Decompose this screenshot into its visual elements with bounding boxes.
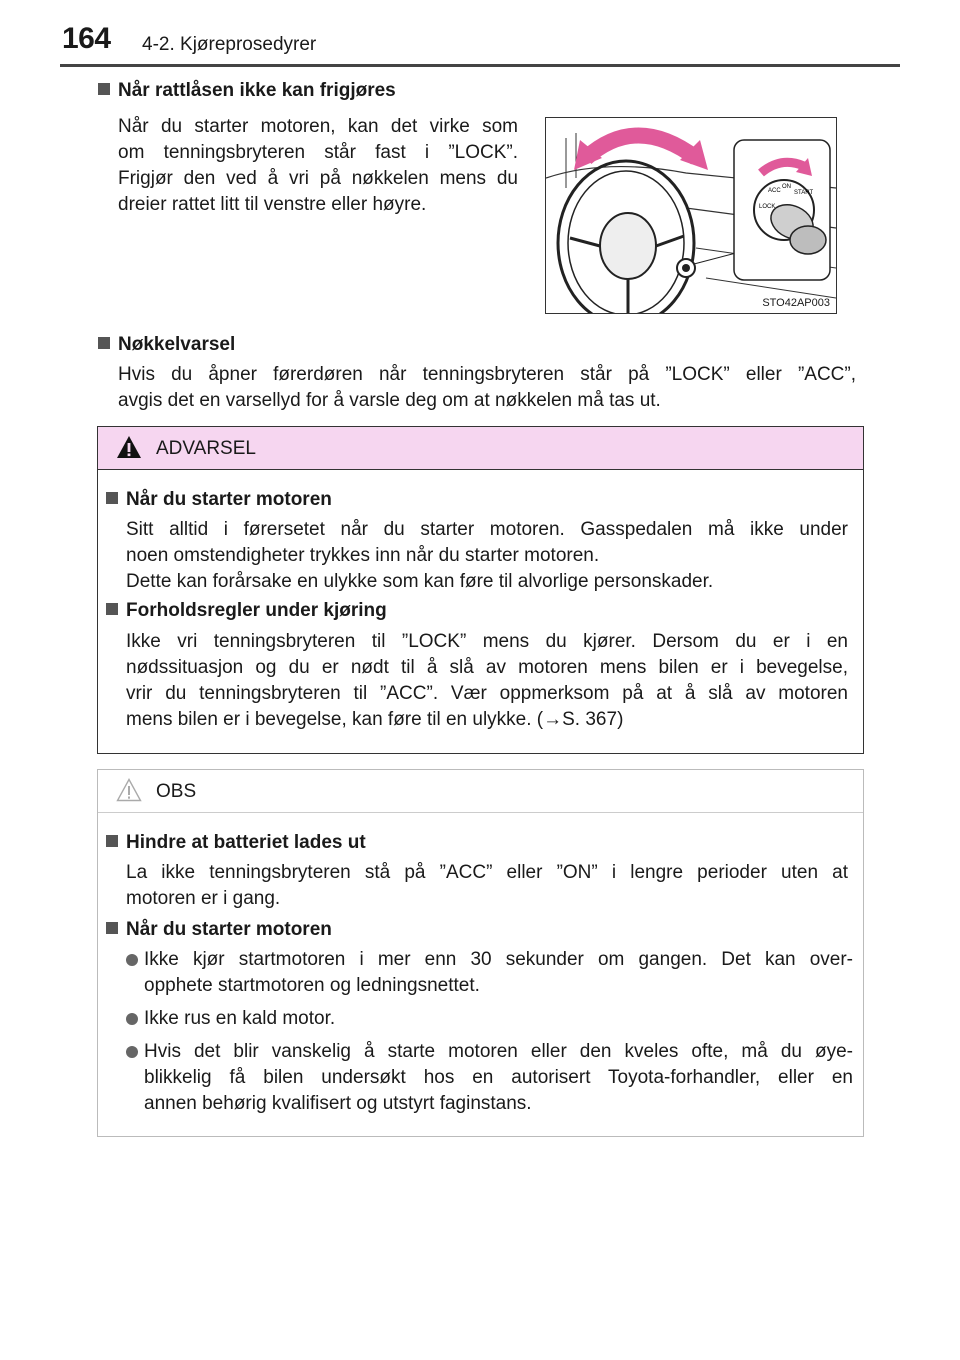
list-item-text	[144, 1039, 853, 1117]
switch-label-start: START	[794, 190, 814, 196]
notice-item-title-text: Hindre at batteriet lades ut	[126, 832, 366, 853]
body-line: blikkelig få bilen undersøkt hos en autorisert Toyota-forhandler, eller en	[144, 1067, 853, 1088]
warning-item-title-text: Forholdsregler under kjøring	[126, 600, 387, 621]
body-line: mens bilen er i bevegelse, kan føre til en ulykke. (→S. 367)	[126, 709, 624, 730]
body-line: Ikke rus en kald motor.	[144, 1008, 336, 1029]
square-bullet-icon	[106, 492, 118, 504]
warning-box	[97, 426, 864, 754]
square-bullet-icon	[106, 603, 118, 615]
header-rule	[60, 64, 900, 67]
body-line: vrir du tenningsbryteren til ”ACC”. Vær oppmerksom på at å slå av motoren	[126, 683, 848, 704]
steering-wheel-ignition-illustration	[545, 117, 837, 314]
notice-item-title	[106, 832, 366, 854]
list-item	[126, 1006, 853, 1032]
body-line: Dette kan forårsake en ulykke som kan føre til alvorlige personskader.	[126, 571, 714, 592]
section-key-reminder-body	[118, 362, 856, 414]
body-line: avgis det en varsellyd for å varsle deg om at nøkkelen må tas ut.	[118, 390, 661, 411]
notice-label: OBS	[156, 781, 197, 802]
body-line: nødssituasjon og du er nødt til å slå av motoren mens bilen er i bevegelse,	[126, 657, 848, 678]
body-line: La ikke tenningsbryteren stå på ”ACC” eller ”ON” i lengre perioder uten at	[126, 862, 848, 883]
body-line: Når du starter motoren, kan det virke som	[118, 116, 518, 137]
body-line: Hvis det blir vanskelig å starte motoren eller den kveles ofte, må du øye-	[144, 1041, 853, 1062]
body-line: Ikke vri tenningsbryteren til ”LOCK” mens du kjører. Dersom du er i en	[126, 631, 848, 652]
switch-label-on: ON	[782, 184, 791, 190]
warning-label: ADVARSEL	[156, 438, 256, 459]
square-bullet-icon	[106, 835, 118, 847]
section-steering-lock-body	[118, 114, 518, 218]
bullet-dot-icon	[126, 1046, 138, 1058]
section-title-text: Nøkkelvarsel	[118, 334, 236, 355]
square-bullet-icon	[98, 337, 110, 349]
warning-triangle-icon	[116, 435, 142, 459]
warning-item-title-text: Når du starter motoren	[126, 489, 332, 510]
body-line: Frigjør den ved å vri på nøkkelen mens du	[118, 168, 518, 189]
section-title-steering-lock	[98, 80, 396, 102]
body-line: om tenningsbryteren står fast i ”LOCK”.	[118, 142, 518, 163]
warning-item-title	[106, 600, 387, 622]
list-item-text	[144, 947, 853, 999]
warning-box-header	[98, 427, 863, 470]
page-number: 164	[62, 22, 111, 55]
switch-label-acc: ACC	[768, 188, 781, 194]
body-line: Sitt alltid i førersetet når du starter motoren. Gasspedalen må ikke under	[126, 519, 848, 540]
square-bullet-icon	[106, 922, 118, 934]
notice-item-title-text: Når du starter motoren	[126, 919, 332, 940]
body-line: opphete startmotoren og ledningsnettet.	[144, 975, 480, 996]
list-item-text	[144, 1006, 853, 1032]
body-line: Hvis du åpner førerdøren når tenningsbryteren står på ”LOCK” eller ”ACC”,	[118, 364, 856, 385]
notice-box-header	[98, 770, 863, 813]
notice-box	[97, 769, 864, 1137]
section-title-text: Når rattlåsen ikke kan frigjøres	[118, 80, 396, 101]
bullet-dot-icon	[126, 954, 138, 966]
body-line: Ikke kjør startmotoren i mer enn 30 sekunder om gangen. Det kan over-	[144, 949, 853, 970]
bullet-dot-icon	[126, 1013, 138, 1025]
section-title-key-reminder	[98, 334, 235, 356]
notice-item-body	[126, 860, 848, 912]
list-item	[126, 947, 853, 999]
warning-item-title	[106, 489, 332, 511]
caution-triangle-icon	[116, 778, 142, 802]
body-line: noen omstendigheter trykkes inn når du starter motoren.	[126, 545, 600, 566]
chapter-title: 4-2. Kjøreprosedyrer	[142, 34, 317, 55]
illustration-code: STO42AP003	[762, 297, 830, 309]
square-bullet-icon	[98, 83, 110, 95]
warning-item-body	[126, 629, 848, 733]
switch-label-lock: LOCK	[759, 204, 776, 210]
list-item	[126, 1039, 853, 1117]
body-line: motoren er i gang.	[126, 888, 281, 909]
warning-item-body	[126, 517, 848, 595]
steering-wheel-ignition-icon	[546, 118, 836, 313]
body-line: annen behørig kvalifisert og utstyrt faginstans.	[144, 1093, 532, 1114]
notice-item-title	[106, 919, 332, 941]
body-line: dreier rattet litt til venstre eller høyre.	[118, 194, 427, 215]
